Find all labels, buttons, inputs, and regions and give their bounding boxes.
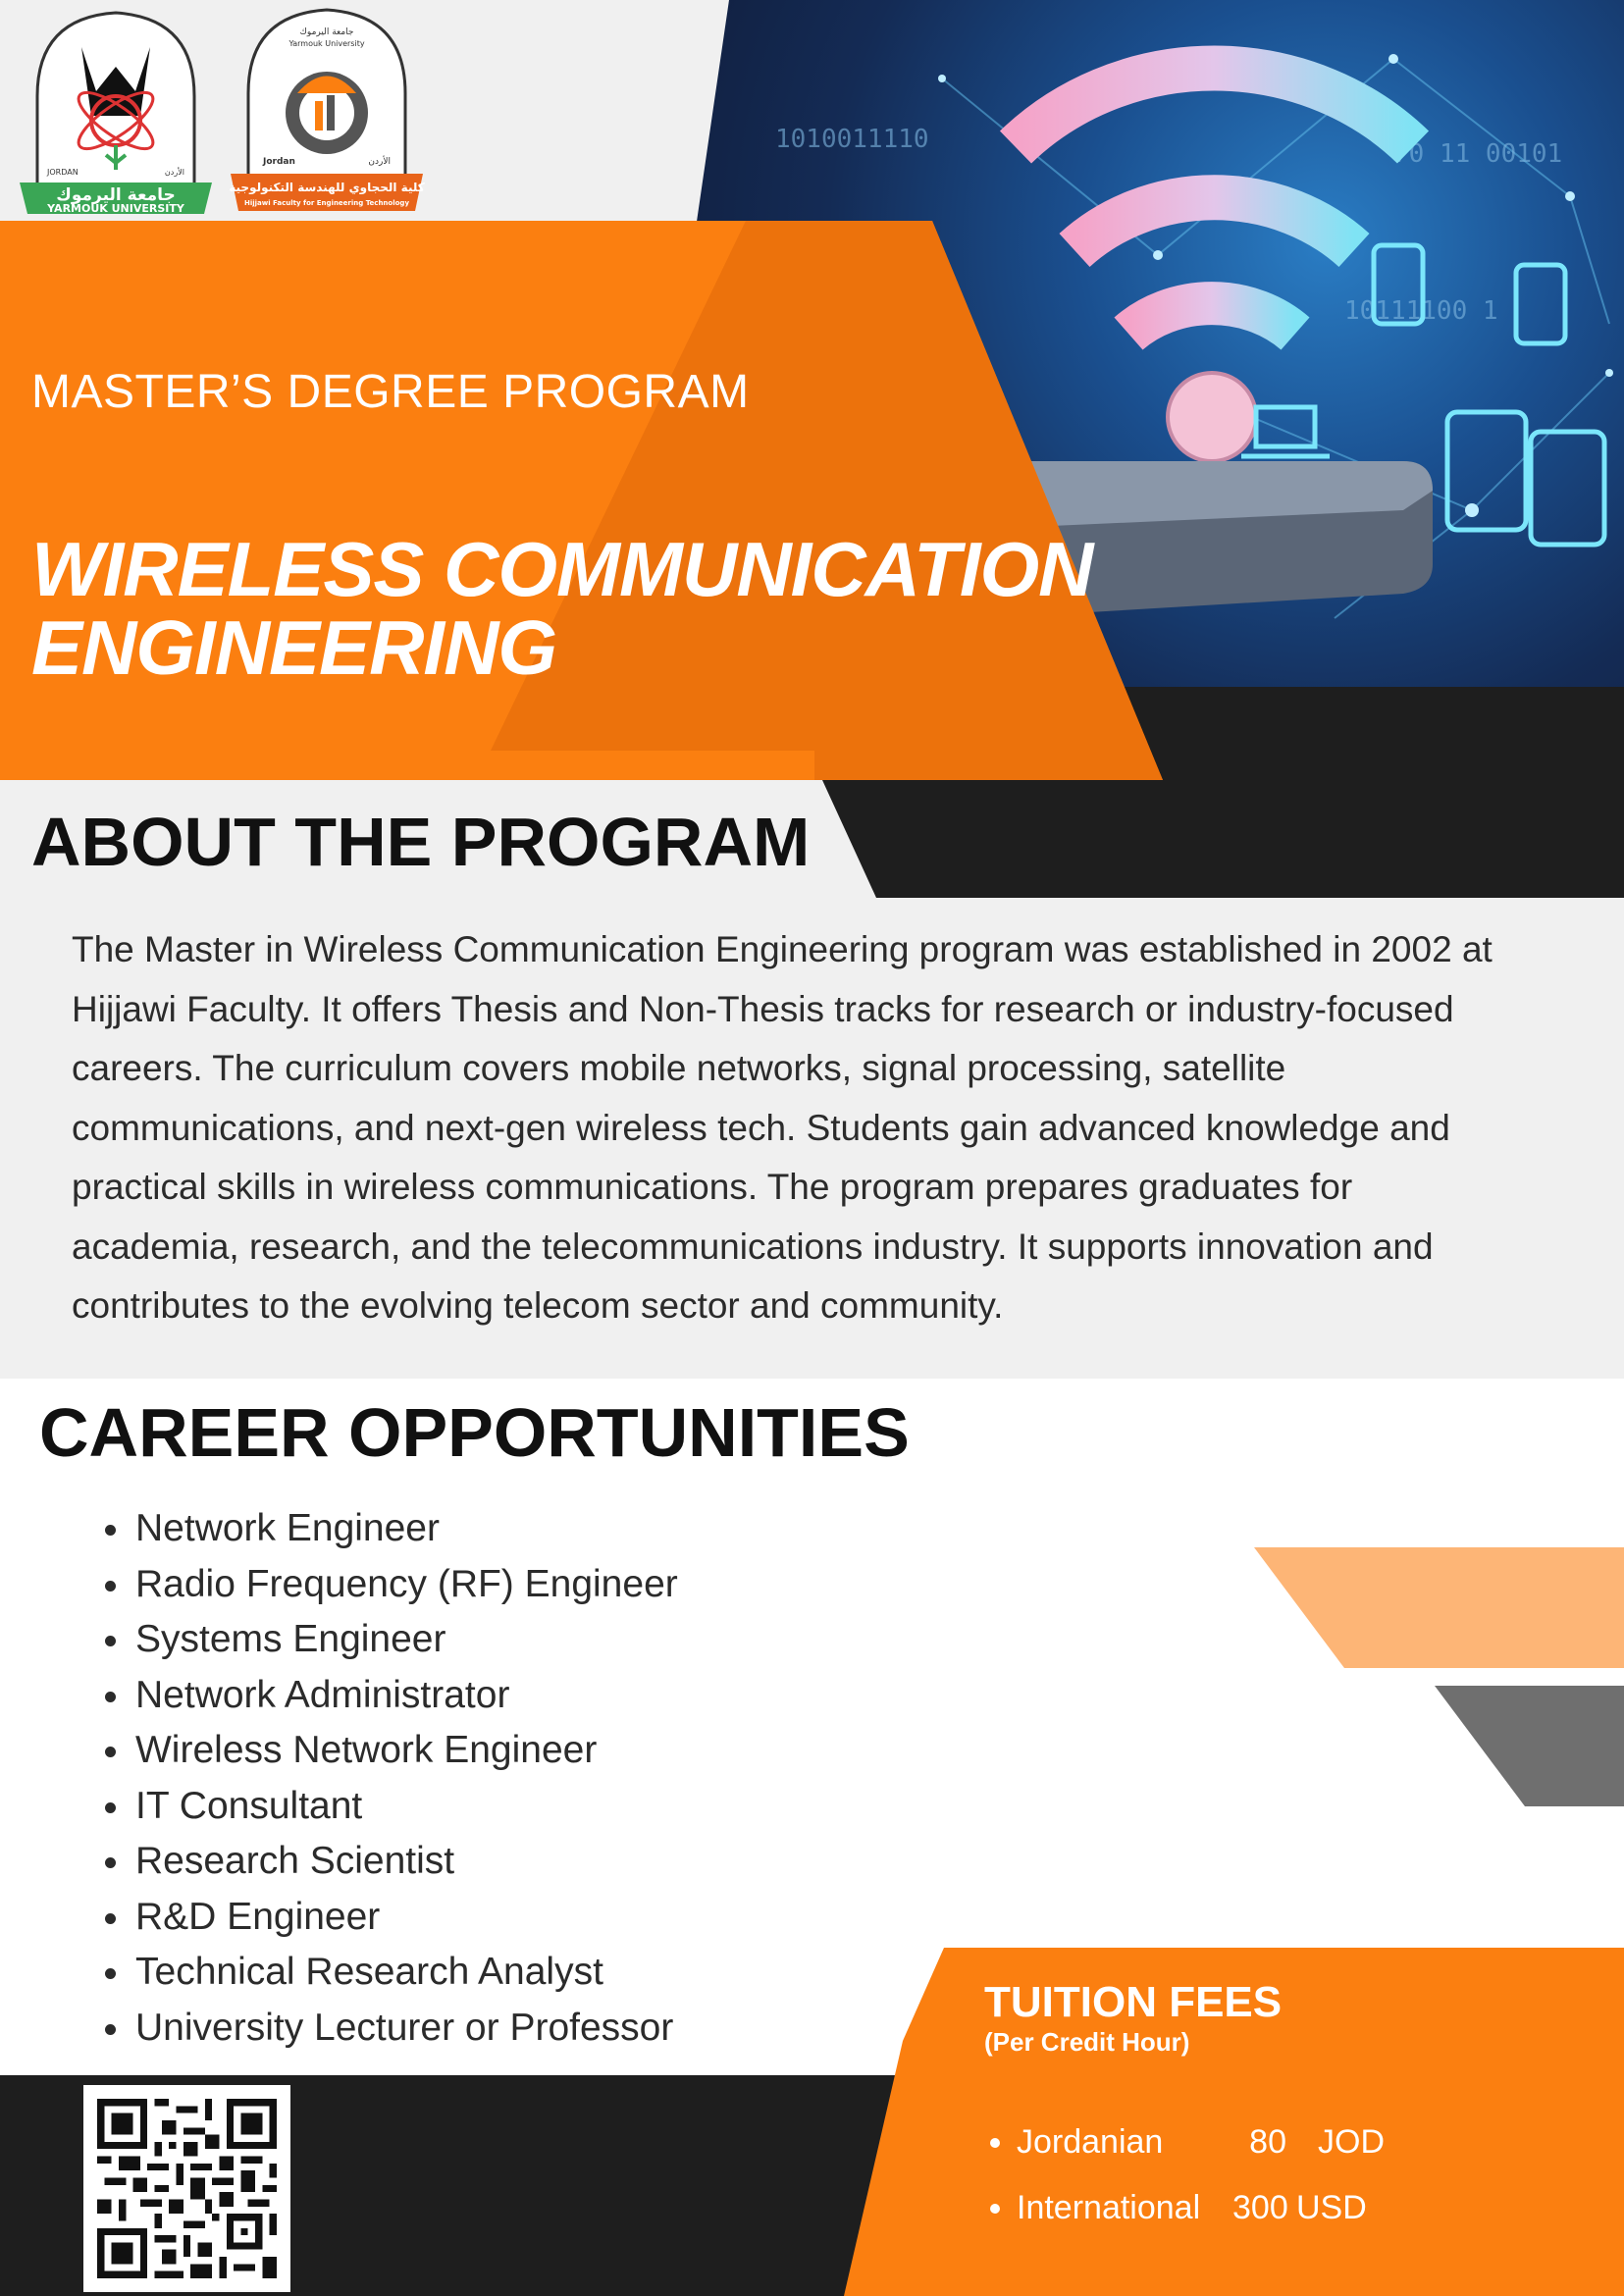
fee-item-jordanian — [1017, 2110, 1385, 2175]
career-item: • Systems Engineer — [133, 1612, 678, 1668]
program-type: MASTER’S DEGREE PROGRAM — [31, 366, 750, 418]
about-line: Hijjawi Faculty. It offers Thesis and Non-Thesis tracks for research or industry-focused — [72, 988, 1454, 1029]
svg-text:YARMOUK UNIVERSITY: YARMOUK UNIVERSITY — [47, 202, 184, 215]
program-title-line-1: WIRELESS COMMUNICATION — [31, 526, 1093, 612]
tablet-icon — [1447, 412, 1526, 530]
career-heading: CAREER OPPORTUNITIES — [39, 1394, 910, 1471]
about-line: practical skills in wireless communications. The program prepares graduates for — [72, 1167, 1353, 1207]
svg-text:1010011110: 1010011110 — [775, 125, 929, 154]
decorative-gray-shape — [1435, 1686, 1624, 1806]
svg-text:70 11 00101: 70 11 00101 — [1393, 139, 1563, 169]
svg-text:10111100 1: 10111100 1 — [1344, 296, 1498, 326]
career-item: • Network Engineer — [133, 1501, 678, 1557]
about-line: careers. The curriculum covers mobile networks, signal processing, satellite — [72, 1048, 1286, 1088]
decorative-peach-shape — [1254, 1547, 1624, 1668]
fee-label: • International — [1017, 2189, 1201, 2226]
career-item: • Network Administrator — [133, 1668, 678, 1724]
career-item: • University Lecturer or Professor — [133, 2001, 678, 2057]
program-title — [31, 526, 1130, 691]
tuition-fees-subtitle: (Per Credit Hour) — [984, 2027, 1190, 2057]
svg-text:جامعة اليرموك: جامعة اليرموك — [56, 185, 176, 205]
svg-text:جامعة اليرموك: جامعة اليرموك — [299, 27, 354, 37]
fee-amount: 80 — [1249, 2123, 1286, 2161]
career-list — [90, 1501, 678, 2056]
fee-item-international — [1017, 2175, 1385, 2241]
yarmouk-university-logo — [18, 8, 214, 224]
fee-amount: 300 — [1232, 2189, 1288, 2226]
tablet-icon — [1531, 432, 1604, 545]
svg-text:Jordan: Jordan — [263, 157, 295, 167]
svg-text:Hijjawi Faculty for Engineerin: Hijjawi Faculty for Engineering Technology — [243, 199, 410, 207]
hijjawi-faculty-logo — [229, 5, 425, 226]
program-title-line-2: ENGINEERING — [31, 604, 557, 691]
fee-currency: USD — [1296, 2189, 1367, 2226]
about-line: communications, and next-gen wireless tech. Students gain advanced knowledge and — [72, 1107, 1450, 1148]
about-paragraph — [72, 920, 1602, 1336]
career-item: • IT Consultant — [133, 1779, 678, 1835]
phone-icon — [1516, 265, 1565, 343]
career-item: • Research Scientist — [133, 1834, 678, 1890]
career-item: • Technical Research Analyst — [133, 1945, 678, 2001]
svg-text:الأردن: الأردن — [164, 168, 184, 177]
about-line: contributes to the evolving telecom sector and community. — [72, 1285, 1004, 1326]
svg-text:كلية الحجاوي للهندسة التكنولوج: كلية الحجاوي للهندسة التكنولوجية — [229, 181, 425, 194]
tuition-fees-list — [981, 2110, 1385, 2241]
fee-label: • Jordanian — [1017, 2123, 1164, 2161]
tuition-fees-title: TUITION FEES — [984, 1978, 1283, 2026]
svg-text:JORDAN: JORDAN — [47, 168, 79, 177]
qr-code-icon[interactable] — [83, 2085, 290, 2292]
career-item: • Radio Frequency (RF) Engineer — [133, 1557, 678, 1613]
svg-text:Yarmouk University: Yarmouk University — [288, 39, 365, 48]
fee-currency: JOD — [1318, 2123, 1385, 2161]
about-heading-wedge — [822, 780, 1624, 898]
career-item: • R&D Engineer — [133, 1890, 678, 1946]
about-line: academia, research, and the telecommunications industry. It supports innovation and — [72, 1226, 1434, 1267]
career-item: • Wireless Network Engineer — [133, 1723, 678, 1779]
about-heading: ABOUT THE PROGRAM — [31, 804, 811, 880]
about-line: The Master in Wireless Communication Engineering program was established in 2002 at — [72, 929, 1493, 969]
svg-text:الأردن: الأردن — [368, 157, 391, 167]
